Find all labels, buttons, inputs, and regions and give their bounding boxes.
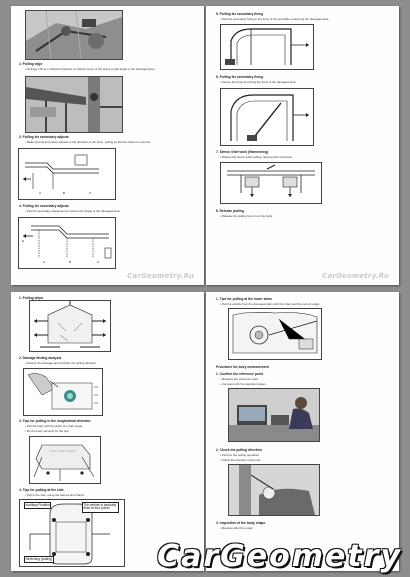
diagram-label-a2: A — [43, 260, 46, 264]
diagram-label-b: B — [63, 191, 66, 195]
figure-door-frame-1 — [220, 24, 314, 70]
step-4-bullet: • Pull to the side, using the clamps and chains. — [25, 493, 85, 497]
step-4-title: 4. Tips for pulling at the side — [19, 488, 64, 492]
figure-door-frame-2 — [220, 88, 314, 146]
step-3-bullet-1: • Pull the body with the chain at a right angle. — [25, 424, 83, 428]
figure-pulling-directions — [29, 300, 111, 352]
figure-lower-side-pull — [228, 308, 322, 360]
figure-side-pull-diagram — [19, 499, 125, 567]
callout-auxiliary-position: Auxiliary Position — [24, 502, 51, 509]
step-7-bullet: • Relieve the stress while pulling, tapping with a hammer. — [220, 155, 293, 159]
step-7-title: 7. Stress relief work (Hammering) — [216, 150, 269, 154]
step-1-title: 1. Pulling steps — [19, 296, 44, 300]
manual-page-4 — [206, 292, 399, 571]
diagram-label-a: A — [39, 191, 42, 195]
figure-measurement-photo — [228, 388, 320, 442]
step-5-title: 5. Pulling for secondary fixing — [216, 12, 264, 16]
step-8-title: 8. Release pulling — [216, 209, 244, 213]
step-4-bullet: • Pull the secondary adjustment to restore the shape of the damaged area. — [25, 209, 120, 213]
step-6-bullet: • Secure the body and fixing the force of the damaged area. — [220, 80, 296, 84]
step-3-title: 3. Tips for pulling in the longitudinal direction — [19, 419, 91, 423]
figure-pulling-photo — [228, 464, 320, 516]
step-6-title: 6. Pulling for secondary fixing — [216, 75, 264, 79]
callout-fixed-four-points: The vehicle is basically fixed at four points — [82, 502, 119, 513]
figure-longitudinal-pull — [29, 436, 101, 484]
step-3-title: 3. Pulling for secondary adjusts — [19, 135, 69, 139]
cargeometry-logo: CarGeometry — [157, 539, 402, 574]
step-5-bullet: • Perform secondary fixing to the force of the pull while measuring the damaged area. — [220, 17, 329, 21]
figure-damage-analysis — [23, 368, 103, 416]
watermark: CarGeometry.Ru — [322, 272, 389, 280]
step-3-bullet: • Make several secondary adjusts to the direction of the force, pulling so that the frame is restored. — [25, 140, 151, 144]
step-3-bullet-2: • Fix the body securely for the pull. — [25, 429, 69, 433]
diagram-label-e: E — [22, 239, 25, 243]
manual-page-1 — [11, 6, 204, 285]
step-check-bullet-2: • Check the direction of the pull. — [220, 458, 261, 462]
callout-stretching: Stretching (pulling) — [24, 556, 54, 563]
watermark: CarGeometry.Ru — [127, 272, 194, 280]
figure-secondary-adjust-diagram — [18, 148, 116, 200]
figure-hammering-diagram — [220, 162, 322, 204]
step-2-bullet: • Arrange a lift to a sufficient distance so that the force of the pull is a right angle to the damaged area. — [25, 67, 155, 71]
step-2-bullet: • Analyze the damage and consider the pulling direction. — [25, 361, 97, 365]
step-2-title: 2. Pulling edge — [19, 62, 43, 66]
diagram-label-c2: C — [97, 260, 100, 264]
manual-page-2 — [206, 6, 399, 285]
section-procedure-title: Procedure for body measurement — [216, 365, 269, 369]
manual-page-3 — [11, 292, 204, 571]
step-1-bullet: • Pull the vehicle from the damaged parts with the chain and the correct angle. — [220, 302, 320, 306]
step-1-title: 1. Tips for pulling at the lower sides — [216, 297, 273, 301]
step-check-title: 2. Check the pulling direction — [216, 448, 262, 452]
step-confirm-title: 1. Confirm the reference point — [216, 372, 263, 376]
step-inspection-bullet: • Measure after the repair. — [220, 526, 253, 530]
diagram-label-c: C — [89, 191, 92, 195]
step-confirm-bullet-2: • Compare with the standard values. — [220, 382, 267, 386]
step-2-title: 2. Damage finding analysis — [19, 356, 62, 360]
step-8-bullet: • Release the pulling force from the body. — [220, 214, 273, 218]
figure-secondary-pull-diagram — [18, 217, 116, 269]
step-inspection-title: 3. Inspection of the body shape — [216, 521, 266, 525]
step-confirm-bullet-1: • Measure the reference point. — [220, 377, 259, 381]
figure-lift-photo — [25, 76, 123, 133]
figure-engine-bay-photo — [25, 10, 123, 60]
step-4-title: 4. Pulling for secondary adjusts — [19, 204, 69, 208]
step-check-bullet-1: • Perform the pulling operation. — [220, 453, 260, 457]
diagram-label-b2: B — [69, 260, 72, 264]
